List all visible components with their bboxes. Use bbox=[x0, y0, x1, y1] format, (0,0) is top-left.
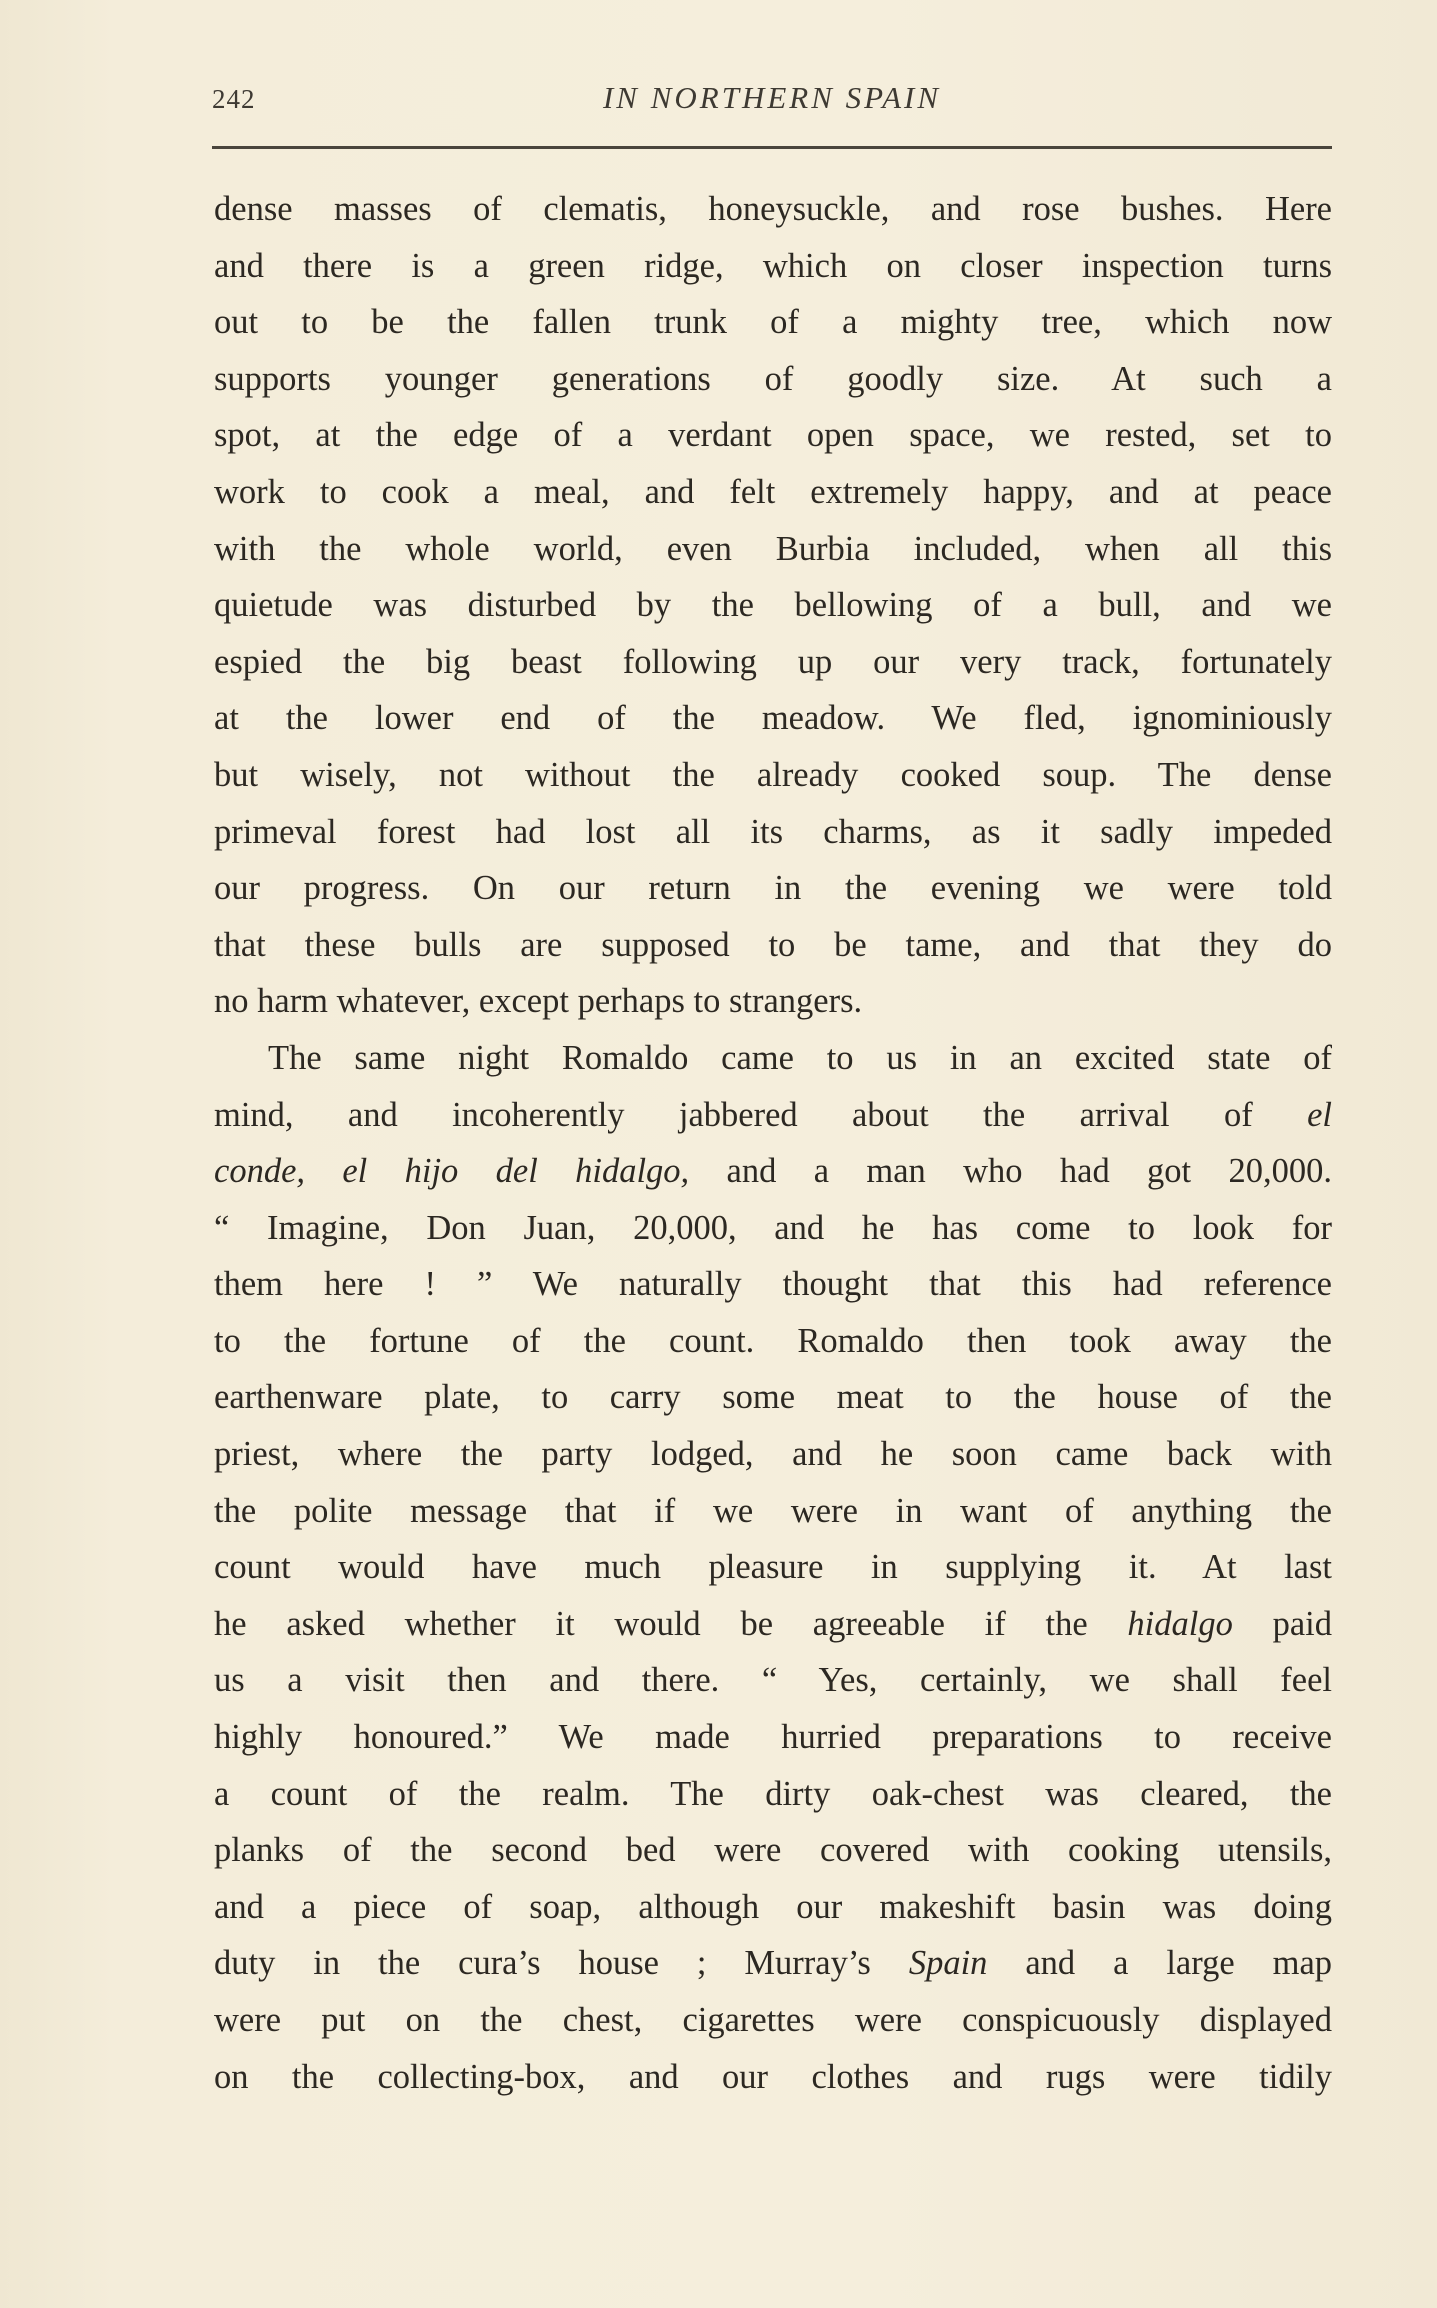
text-line bbox=[214, 747, 1332, 804]
text-segment: paid bbox=[1232, 1604, 1332, 1643]
running-title: IN NORTHERN SPAIN bbox=[602, 80, 942, 115]
text-line bbox=[214, 1822, 1332, 1879]
text-line bbox=[214, 860, 1332, 917]
text-segment: and a man who had got 20,000. bbox=[689, 1152, 1332, 1191]
text-segment: no harm whatever, except perhaps to strangers. bbox=[214, 982, 863, 1021]
text-segment: on the collecting-box, and our clothes and rugs were tidily bbox=[214, 2057, 1332, 2096]
text-segment: that these bulls are supposed to be tame, and that they do bbox=[214, 925, 1332, 964]
text-line bbox=[214, 917, 1332, 974]
text-line bbox=[214, 1200, 1332, 1257]
text-segment: to the fortune of the count. Romaldo then took away the bbox=[214, 1321, 1332, 1360]
text-line bbox=[214, 1879, 1332, 1936]
text-line bbox=[214, 1313, 1332, 1370]
text-line bbox=[214, 1652, 1332, 1709]
text-segment: us a visit then and there. “ Yes, certainly, we shall feel bbox=[214, 1661, 1332, 1700]
text-segment: earthenware plate, to carry some meat to the house of the bbox=[214, 1378, 1332, 1417]
running-head bbox=[212, 80, 1332, 124]
text-segment: planks of the second bed were covered with cooking utensils, bbox=[214, 1831, 1332, 1870]
text-segment: with the whole world, even Burbia included, when all this bbox=[214, 529, 1332, 568]
text-segment: a count of the realm. The dirty oak-chest was cleared, the bbox=[214, 1774, 1332, 1813]
body-text bbox=[214, 181, 1332, 2105]
text-line bbox=[214, 973, 1332, 1030]
text-segment: at the lower end of the meadow. We fled, ignominiously bbox=[214, 699, 1332, 738]
text-segment: were put on the chest, cigarettes were conspicuously displayed bbox=[214, 2001, 1332, 2039]
text-line bbox=[214, 407, 1332, 464]
text-line bbox=[214, 294, 1332, 351]
text-segment: and a piece of soap, although our makeshift basin was doing bbox=[214, 1887, 1332, 1926]
text-segment: primeval forest had lost all its charms, as it sadly impeded bbox=[214, 812, 1332, 851]
text-segment: quietude was disturbed by the bellowing of a bull, and we bbox=[214, 586, 1332, 625]
italic-text-segment: el bbox=[1307, 1095, 1332, 1134]
text-line bbox=[214, 1087, 1332, 1144]
text-segment: them here ! ” We naturally thought that this had reference bbox=[214, 1265, 1332, 1304]
text-segment: The same night Romaldo came to us in an excited state of bbox=[268, 1038, 1332, 1077]
text-segment: the polite message that if we were in want of anything the bbox=[214, 1491, 1332, 1530]
text-line bbox=[214, 1992, 1332, 2049]
header-rule bbox=[212, 146, 1332, 149]
text-line bbox=[214, 1709, 1332, 1766]
text-line bbox=[214, 577, 1332, 634]
text-segment: dense masses of clematis, honeysuckle, and rose bushes. Here bbox=[214, 190, 1332, 228]
text-segment: supports younger generations of goodly size. At such a bbox=[214, 359, 1332, 398]
text-line bbox=[214, 1426, 1332, 1483]
text-line bbox=[214, 690, 1332, 747]
text-segment: but wisely, not without the already cooked soup. The dense bbox=[214, 755, 1332, 794]
italic-text-segment: hidalgo bbox=[1127, 1604, 1233, 1643]
text-line bbox=[214, 1935, 1332, 1992]
text-line bbox=[214, 1483, 1332, 1540]
text-line bbox=[214, 351, 1332, 408]
text-segment: work to cook a meal, and felt extremely happy, and at peace bbox=[214, 472, 1332, 511]
text-line bbox=[214, 238, 1332, 295]
text-segment: duty in the cura’s house ; Murray’s bbox=[214, 1944, 909, 1983]
text-line bbox=[214, 181, 1332, 238]
text-segment: spot, at the edge of a verdant open space, we rested, set to bbox=[214, 416, 1332, 455]
text-segment: mind, and incoherently jabbered about the arrival of bbox=[214, 1095, 1308, 1134]
text-segment: and there is a green ridge, which on closer inspection turns bbox=[214, 246, 1332, 285]
text-line bbox=[214, 804, 1332, 861]
text-line bbox=[214, 1030, 1332, 1087]
text-line bbox=[214, 1539, 1332, 1596]
text-line bbox=[214, 2049, 1332, 2106]
text-line bbox=[214, 1596, 1332, 1653]
text-line bbox=[214, 634, 1332, 691]
text-line bbox=[214, 521, 1332, 578]
text-line bbox=[214, 1766, 1332, 1823]
text-segment: “ Imagine, Don Juan, 20,000, and he has come to look for bbox=[214, 1208, 1332, 1247]
text-segment: espied the big beast following up our very track, fortunately bbox=[214, 642, 1332, 681]
italic-text-segment: Spain bbox=[908, 1944, 988, 1983]
text-line bbox=[214, 464, 1332, 521]
text-line bbox=[214, 1143, 1332, 1200]
text-segment: he asked whether it would be agreeable if the bbox=[214, 1604, 1128, 1643]
text-segment: out to be the fallen trunk of a mighty tree, which now bbox=[214, 303, 1332, 342]
page-number: 242 bbox=[212, 84, 256, 114]
text-segment: our progress. On our return in the evening we were told bbox=[214, 869, 1332, 908]
text-line bbox=[214, 1256, 1332, 1313]
text-segment: and a large map bbox=[987, 1944, 1333, 1983]
text-segment: count would have much pleasure in supplying it. At last bbox=[214, 1548, 1332, 1587]
text-segment: highly honoured.” We made hurried preparations to receive bbox=[214, 1718, 1332, 1757]
italic-text-segment: conde, el hijo del hidalgo, bbox=[214, 1152, 690, 1191]
text-line bbox=[214, 1369, 1332, 1426]
text-segment: priest, where the party lodged, and he soon came back with bbox=[214, 1435, 1332, 1474]
